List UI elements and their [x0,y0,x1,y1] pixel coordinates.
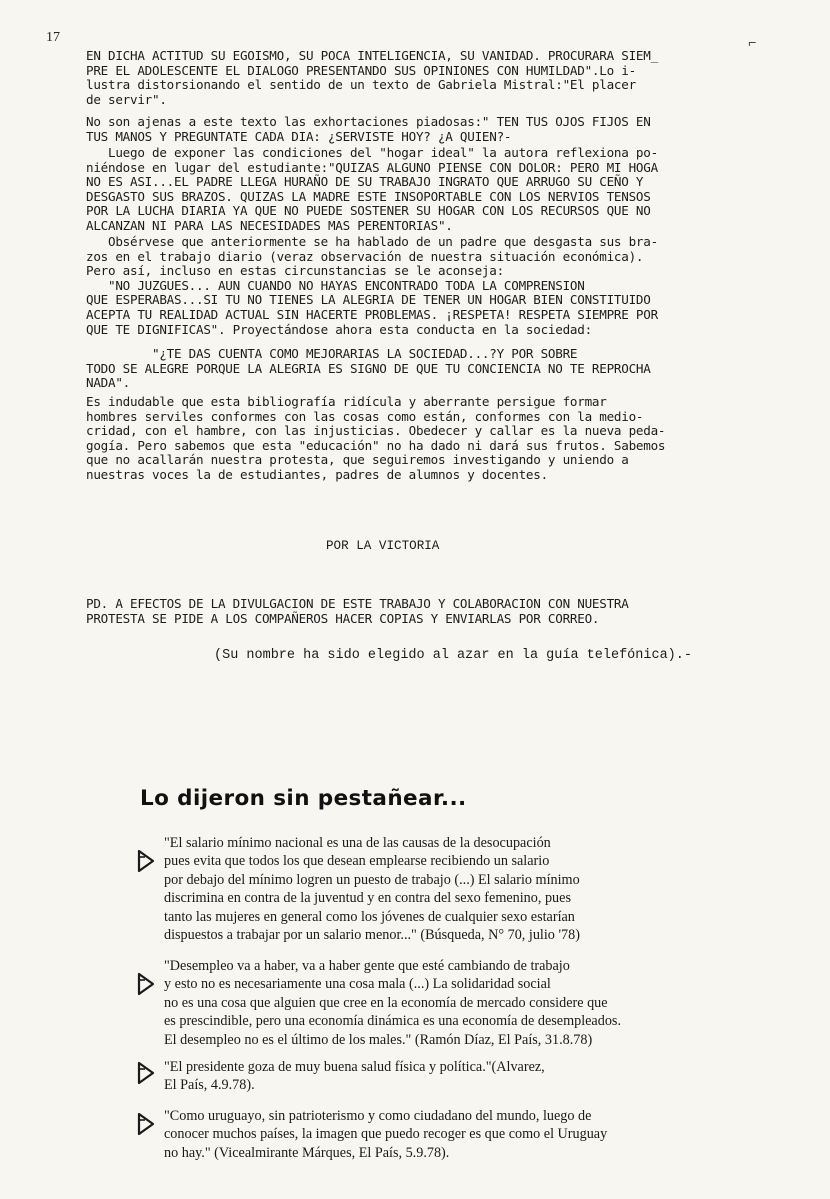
letter-paragraph: No son ajenas a este texto las exhortaciones piadosas:" TEN TUS OJOS FIJOS EN TUS MANOS Y PREGUNTATE CADA DIA: ¿SERVISTE HOY? ¿A QUIEN?- [86,114,651,144]
quote-text: "El presidente goza de muy buena salud física y política."(Alvarez, El País, 4.9.78). [164,1059,545,1094]
letter-paragraph: Obsérvese que anteriormente se ha hablado de un padre que desgasta sus bra- zos en el trabajo diario (veraz observación de nuestra situación económica). Pero así, incluso en estas circunstancias se le aconseja: "NO JUZGUES... AUN CUANDO NO HAYAS ENCONTRADO TODA LA COMPRENSION QUE ESPERABAS...SI TU NO TIENES LA ALEGRIA DE TENER UN HOGAR BIEN CONSTITUIDO ACEPTA TU REALIDAD ACTUAL SIN HACERTE PROBLEMAS. ¡RESPETA! RESPETA SIEMPRE POR QUE TE DIGNIFICAS". Proyectándose ahora esta conducta en la sociedad: [86,234,658,337]
letter-paragraph: Luego de exponer las condiciones del "hogar ideal" la autora reflexiona po- niéndose en lugar del estudiante:"QUIZAS ALGUNO PIENSE CON DOLOR: PERO MI HOGA NO ES ASI...EL PADRE LLEGA HURAÑO DE SU TRABAJO INGRATO QUE ARRUGO SU CEÑO Y DESGASTO SUS BRAZOS. QUIZAS LA MADRE ESTE INSOPORTABLE CON LOS NERVIOS TENSOS POR LA LUCHA DIARIA YA QUE NO PUEDE SOSTENER SU HOGAR CON LOS RECURSOS QUE NO ALCANZAN NI PARA LAS NECESIDADES MAS PERENTORIAS". [86,145,658,233]
letter-paragraph: Es indudable que esta bibliografía ridícula y aberrante persigue formar hombres serviles conformes con las cosas como están, conformes con la medio- cridad, con el hambre, con las injusticias. Obedecer y callar es la nueva peda- gogía. Pero sabemos que esta "educación" no ha dado ni dará sus frutos. Sabemos que no acallarán nuestra protesta, que seguiremos investigando y uniendo a nuestras voces la de estudiantes, padres de alumnos y docentes. [86,394,666,482]
quote-text: "Como uruguayo, sin patrioterismo y como ciudadano del mundo, luego de conocer muchos países, la imagen que puedo recoger es que como el Uruguay no hay." (Vicealmirante Márques, El País, 5.9.78). [164,1108,608,1161]
pointing-hand-icon [136,971,156,997]
letter-signature: POR LA VICTORIA [326,539,440,553]
letter-paragraph: "¿TE DAS CUENTA COMO MEJORARIAS LA SOCIEDAD...?Y POR SOBRE TODO SE ALEGRE PORQUE LA ALEGRIA ES SIGNO DE QUE TU CONCIENCIA NO TE REPROCHA NADA". [86,346,651,391]
page-number: 17 [46,30,60,45]
pointing-hand-icon [136,1060,156,1086]
letter-footnote: (Su nombre ha sido elegido al azar en la guía telefónica).- [214,648,692,663]
quote-text: "Desempleo va a haber, va a haber gente que esté cambiando de trabajo y esto no es necesariamente una cosa mala (...) La solidaridad social no es una cosa que alguien que cree en la economía de mercado considere que es prescindible, pero una economía dinámica es una economía de desempleados. El desempleo no es el último de los males." (Ramón Díaz, El País, 31.8.78) [164,958,621,1048]
section-title: Lo dijeron sin pestañear... [140,786,467,811]
corner-mark: ⌐ [748,36,757,52]
quote-item [130,1107,800,1162]
quote-text: "El salario mínimo nacional es una de las causas de la desocupación pues evita que todos los que desean emplearse recibiendo un salario por debajo del mínimo logren un puesto de trabajo (...) El salario mínimo discrimina en contra de la juventud y en contra del sexo femenino, pues tanto las mujeres en general como los jóvenes de cualquier sexo estarían dispuestos a trabajar por un salario menor..." (Búsqueda, N° 70, julio '78) [164,835,580,944]
pointing-hand-icon [136,848,156,874]
quote-item [130,1058,800,1095]
letter-postscript: PD. A EFECTOS DE LA DIVULGACION DE ESTE TRABAJO Y COLABORACION CON NUESTRA PROTESTA SE PIDE A LOS COMPAÑEROS HACER COPIAS Y ENVIARLAS POR CORREO. [86,596,629,626]
quote-item [130,834,800,944]
pointing-hand-icon [136,1111,156,1137]
quote-item [130,957,800,1049]
letter-paragraph: EN DICHA ACTITUD SU EGOISMO, SU POCA INTELIGENCIA, SU VANIDAD. PROCURARA SIEM_ PRE EL ADOLESCENTE EL DIALOGO PRESENTANDO SUS OPINIONES CON HUMILDAD".Lo i- lustra distorsionando el sentido de un texto de Gabriela Mistral:"El placer de servir". [86,48,658,107]
